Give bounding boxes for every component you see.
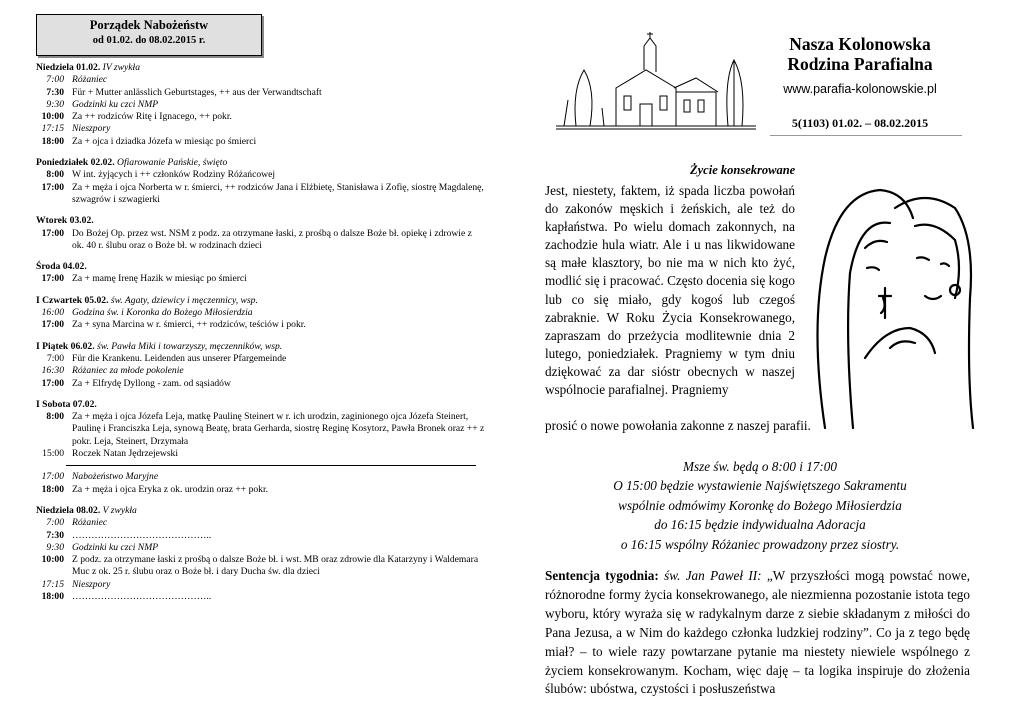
- day-title: [36, 505, 486, 517]
- day-note: św. Agaty, dziewicy i męczennicy, wsp.: [110, 294, 258, 306]
- day-note: V zwykła: [102, 504, 137, 516]
- masthead-title-line2: Rodzina Parafialna: [787, 54, 933, 74]
- day-date: I Piątek 06.02.: [36, 340, 98, 352]
- row-time: 16:00: [41, 307, 64, 319]
- announcement-line: wspólnie odmówimy Koronkę do Bożego Miłosierdzia: [618, 497, 902, 513]
- masthead-divider: [770, 135, 962, 136]
- row-time: 18:00: [41, 590, 64, 602]
- row-time: 17:00: [41, 273, 64, 285]
- row-intention: Za + męża i ojca Eryka z ok. urodzin oraz ++ pokr.: [72, 483, 269, 495]
- row-intention: Nabożeństwo Maryjne: [72, 471, 159, 483]
- parish-url[interactable]: www.parafia-kolonowskie.pl: [783, 82, 937, 96]
- row-time: 10:00: [41, 554, 64, 566]
- masthead-title: [760, 34, 960, 74]
- row-intention: Godzinki ku czci NMP: [72, 541, 159, 553]
- row-intention: Nieszpory: [72, 578, 111, 590]
- day-title: [36, 157, 486, 169]
- schedule-row: [36, 136, 486, 148]
- day-title: [36, 215, 486, 227]
- row-time: 8:00: [46, 169, 64, 181]
- schedule-day: [36, 399, 486, 496]
- row-intention: Z podz. za otrzymane łaski z prośbą o dalsze Boże bł. i wst. MB oraz zdrowie dla Katarzyny i Waldemara Muc z ok. 25 r. ślubu oraz o Boże bł. i dary Ducha św. dla dzieci: [72, 554, 479, 578]
- schedule-row: [36, 484, 486, 496]
- day-note: IV zwykła: [102, 62, 141, 73]
- day-date: Środa 04.02.: [36, 261, 87, 273]
- row-intention: Za + męża i ojca Norberta w r. śmierci, ++ rodziców Jana i Elżbietę, Stanisława i Zofię, siostrę Magdalenę, szwagrów i szwagierki: [72, 181, 484, 205]
- mass-schedule: [36, 62, 486, 612]
- schedule-row: [36, 273, 486, 285]
- day-title: [36, 261, 486, 273]
- masthead-title-line1: Nasza Kolonowska: [789, 34, 931, 54]
- row-intention: ……………………………………..: [72, 529, 212, 541]
- announcement-line: O 15:00 będzie wystawienie Najświętszego Sakramentu: [613, 478, 907, 494]
- schedule-row: [36, 228, 486, 253]
- day-date: I Sobota 07.02.: [36, 398, 97, 410]
- row-time: 9:30: [46, 541, 64, 553]
- schedule-row: [36, 111, 486, 123]
- row-intention: Za + Elfrydę Dyllong - zam. od sąsiadów: [72, 377, 231, 389]
- row-time: 17:15: [41, 123, 64, 135]
- schedule-row: [36, 74, 486, 86]
- row-time: 7:00: [46, 517, 64, 529]
- schedule-row: [36, 530, 486, 542]
- announcement-block: [560, 457, 960, 554]
- schedule-row: [36, 87, 486, 99]
- schedule-header: [36, 14, 262, 56]
- announcement-line: do 16:15 będzie indywidualna Adoracja: [654, 517, 866, 533]
- row-time: 17:00: [41, 181, 64, 193]
- sentence-label: Sentencja tygodnia:: [545, 568, 659, 583]
- row-intention: Godzinki ku czci NMP: [72, 98, 159, 110]
- day-title: [36, 399, 486, 411]
- schedule-row: [36, 353, 486, 365]
- day-date: Niedziela 01.02.: [36, 62, 103, 73]
- day-title: [36, 295, 486, 307]
- row-time: 15:00: [42, 448, 64, 460]
- row-intention: Für + Mutter anlässlich Geburtstages, ++ aus der Verwandtschaft: [72, 86, 322, 98]
- row-time: 9:30: [46, 98, 64, 110]
- schedule-row: [36, 319, 486, 331]
- row-time: 18:00: [41, 135, 64, 147]
- schedule-row: [36, 123, 486, 135]
- row-intention: Nieszpory: [72, 123, 111, 135]
- row-intention: Za + syna Marcina w r. śmierci, ++ rodziców, teściów i pokr.: [72, 319, 306, 331]
- day-title: [36, 62, 486, 74]
- row-intention: W int. żyjących i ++ członków Rodziny Różańcowej: [72, 169, 275, 181]
- row-time: 17:15: [41, 578, 64, 590]
- row-intention: Za + ojca i dziadka Józefa w miesiąc po śmierci: [72, 135, 257, 147]
- row-time: 17:00: [41, 471, 64, 483]
- schedule-day: [36, 505, 486, 603]
- schedule-day: [36, 157, 486, 206]
- schedule-row: [36, 517, 486, 529]
- day-date: Poniedziałek 02.02.: [36, 157, 118, 169]
- sentence-author: św. Jan Paweł II:: [664, 568, 762, 583]
- schedule-day: [36, 261, 486, 286]
- row-time: 17:00: [41, 377, 64, 389]
- schedule-divider: [66, 465, 476, 466]
- schedule-row: [36, 378, 486, 390]
- schedule-row: [36, 554, 486, 579]
- row-intention: Za ++ rodziców Ritę i Ignacego, ++ pokr.: [72, 111, 232, 123]
- schedule-day: [36, 341, 486, 390]
- row-intention: Różaniec: [72, 74, 108, 86]
- schedule-row: [36, 471, 486, 483]
- row-time: 7:00: [46, 74, 64, 86]
- schedule-row: [36, 448, 486, 460]
- day-note: Ofiarowanie Pańskie, święto: [117, 157, 228, 169]
- sentence-text: „W przyszłości mogą powstać nowe, różnorodne formy życia konsekrowanego, ale niezmienna pozostanie istota tego wyboru, który wyraża się w radykalnym darze z siebie składanym z miłości do Pana Jezusa, a w Nim do każdego członka ludzkiej rodziny”. Co ja z tego będę miał? – to wiele razy powtarzane pytanie ma niestety niewiele wspólnego z życiem konsekrowanym. Kocham, więc daję – ta logika inspiruje do złożenia ślubów: ubóstwa, czystości i posłuszeństwa: [545, 568, 971, 697]
- schedule-dates: od 01.02. do 08.02.2015 r.: [92, 35, 206, 46]
- row-intention: Für die Krankenu. Leidenden aus unserer Pfargemeinde: [72, 352, 287, 364]
- day-title: [36, 341, 486, 353]
- day-date: I Czwartek 05.02.: [36, 294, 111, 306]
- day-date: Niedziela 08.02.: [36, 504, 103, 516]
- row-time: 18:00: [41, 483, 64, 495]
- schedule-day: [36, 295, 486, 332]
- issue-number: 5(1103) 01.02. – 08.02.2015: [791, 116, 929, 130]
- schedule-day: [36, 62, 486, 148]
- schedule-row: [36, 169, 486, 181]
- row-intention: Za + męża i ojca Józefa Leja, matkę Paulinę Steinert w r. ich urodzin, zaginionego ojca Józefa Steinert, Paulinę i Franciszka Leja, synową Beatę, brata Gerharda, siostrę Reginę Kosytorz, Pawła Bronek oraz ++ z pokr. Leja, Steinert, Drzymała: [72, 411, 485, 447]
- sentence-of-week: [545, 567, 970, 699]
- schedule-row: [36, 411, 486, 448]
- row-intention: Godzina św. i Koronka do Bożego Miłosierdzia: [72, 307, 253, 319]
- schedule-day: [36, 215, 486, 252]
- announcement-line: o 16:15 wspólny Różaniec prowadzony przez siostry.: [620, 536, 900, 552]
- church-illustration: [556, 30, 756, 134]
- row-time: 16:30: [41, 365, 64, 377]
- row-intention: ……………………………………..: [72, 590, 212, 602]
- article-body-end: prosić o nowe powołania zakonne z naszej parafii.: [545, 418, 811, 433]
- day-note: św. Pawła Miki i towarzyszy, męczenników, wsp.: [97, 340, 283, 352]
- row-intention: Roczek Natan Jędrzejewski: [72, 448, 179, 460]
- nuns-illustration: [805, 178, 975, 433]
- schedule-row: [36, 365, 486, 377]
- day-date: Wtorek 03.02.: [36, 215, 94, 227]
- row-time: 17:00: [41, 227, 64, 239]
- schedule-row: [36, 579, 486, 591]
- row-time: 7:30: [46, 529, 64, 541]
- schedule-row: [36, 542, 486, 554]
- row-time: 8:00: [46, 411, 64, 423]
- row-time: 7:30: [46, 86, 64, 98]
- schedule-row: [36, 99, 486, 111]
- row-time: 10:00: [41, 111, 64, 123]
- schedule-row: [36, 182, 486, 207]
- row-time: 17:00: [41, 319, 64, 331]
- row-time: 7:00: [46, 352, 64, 364]
- schedule-title: Porządek Nabożeństw: [89, 18, 209, 32]
- row-intention: Za + mamę Irenę Hazik w miesiąc po śmierci: [72, 273, 247, 285]
- schedule-row: [36, 307, 486, 319]
- schedule-row: [36, 591, 486, 603]
- article-body: Jest, niestety, faktem, iż spada liczba powołań do zakonów męskich i żeńskich, ale też do kapłaństwa. Po wielu domach zakonnych, na zachodzie hula wiatr. Ale i u nas likwidowane są małe klasztory, bo nie ma w nich kto żyć, modlić się i pracować. Często docenia się kogo lub co się miało, gdy kogoś lub czegoś zabraknie. W Roku Życia Konsekrowanego, zapraszam do przeżycia modlitewnie dnia 2 lutego, poniedziałek. Pragniemy w tym dniu dziękować za dar sióstr obecnych w naszej wspólnocie parafialnej. Pragniemy: [545, 183, 795, 398]
- row-intention: Do Bożej Op. przez wst. NSM z podz. za otrzymane łaski, z prośbą o dalsze Boże bł. opiekę i zdrowie z ok. 40 r. ślubu oraz o Boże bł. w rodzinach dzieci: [72, 227, 472, 251]
- article-title: Życie konsekrowane: [690, 163, 796, 177]
- announcement-line: Msze św. będą o 8:00 i 17:00: [683, 459, 837, 474]
- row-intention: Różaniec za młode pokolenie: [72, 365, 184, 377]
- row-intention: Różaniec: [72, 517, 108, 529]
